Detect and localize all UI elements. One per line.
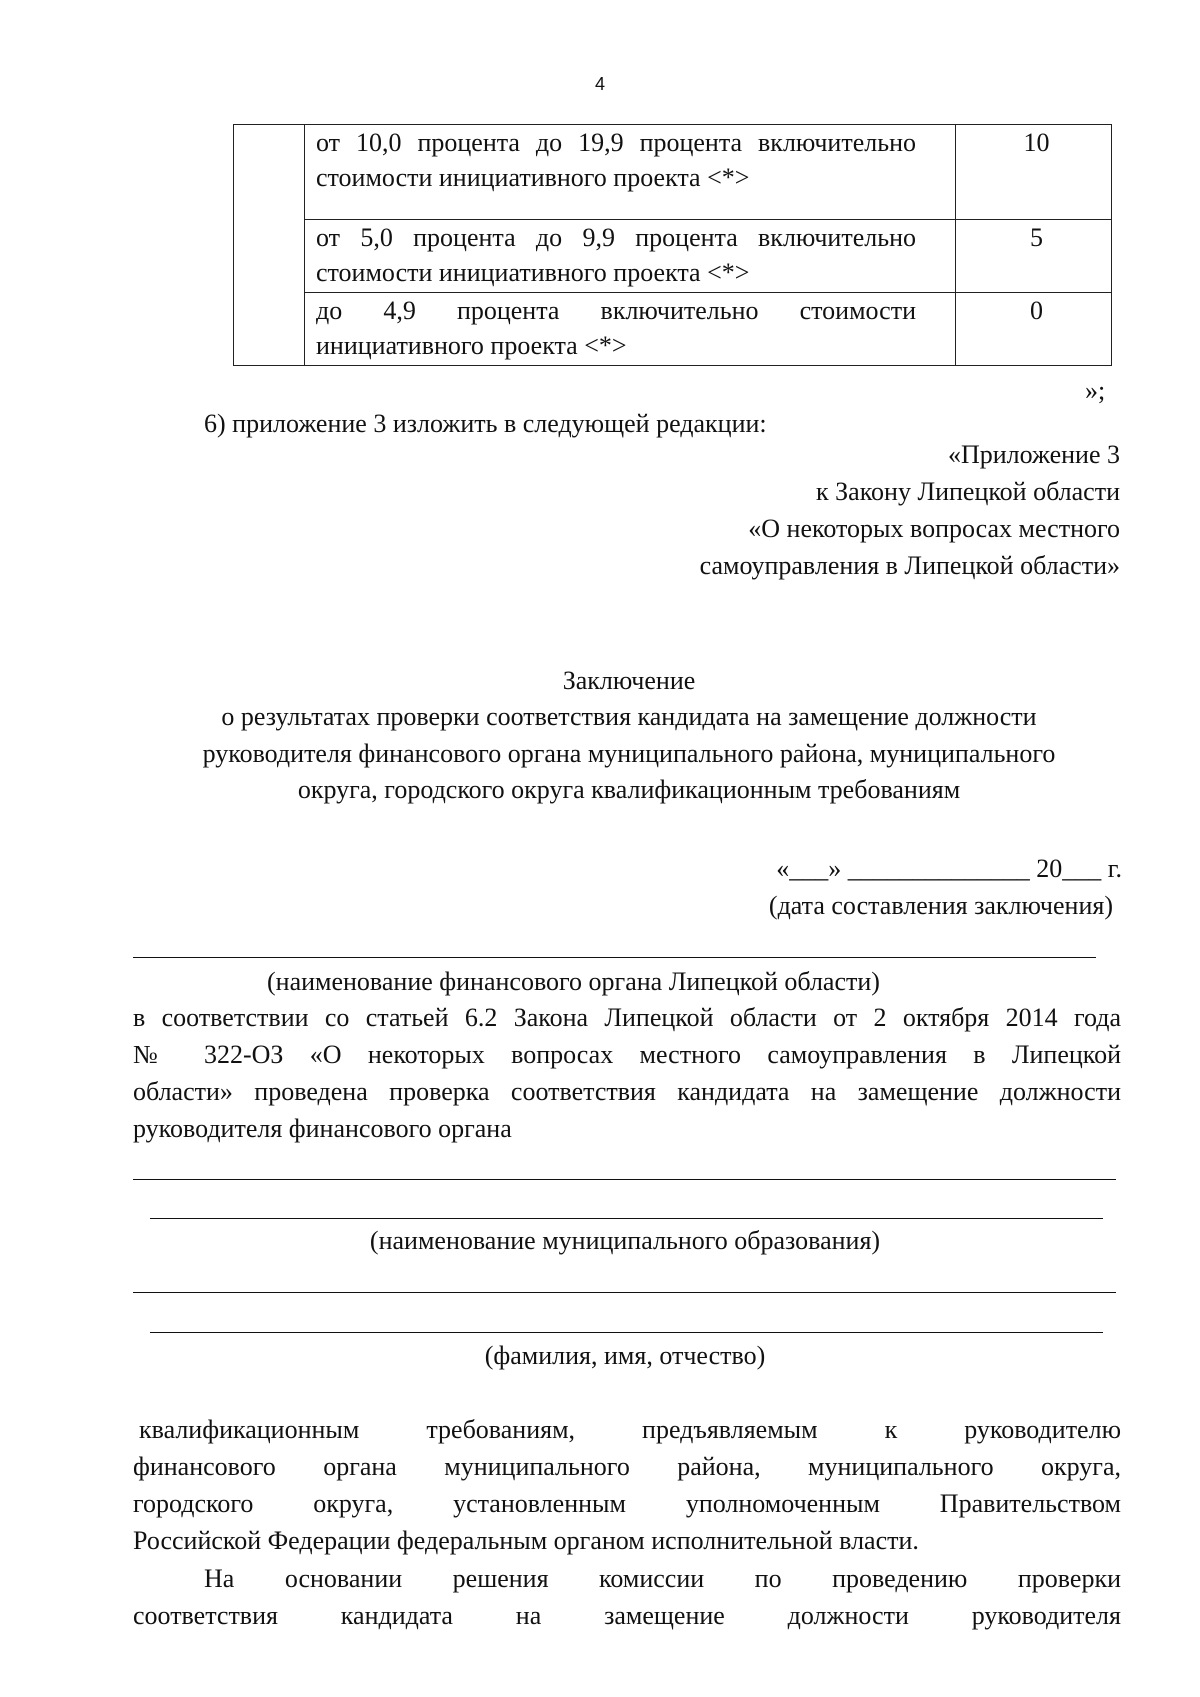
appendix-header-line4: самоуправления в Липецкой области» [699, 551, 1120, 580]
paragraph-1-line: руководителя финансового органа [133, 1114, 512, 1143]
paragraph-3-line: соответствия кандидата на замещение должности руководителя [133, 1601, 1121, 1630]
table-cell-score: 0 [956, 293, 1112, 366]
criteria-table [233, 124, 1112, 366]
document-title: Заключение [562, 666, 696, 695]
table-cell-score: 10 [956, 125, 1112, 220]
fio-blank-line-1 [133, 1292, 1116, 1293]
paragraph-3-line: На основании решения комиссии по проведению проверки [204, 1564, 1121, 1593]
item-6-text: 6) приложение 3 изложить в следующей редакции: [204, 409, 767, 438]
paragraph-3 [133, 1560, 1121, 1634]
appendix-header-line2: к Закону Липецкой области [816, 477, 1120, 506]
table-cell-description: до 4,9 процента включительно стоимости инициативного проекта <*> [305, 293, 956, 366]
document-title-line3: руководителя финансового органа муниципального района, муниципального [202, 739, 1056, 768]
appendix-header-line1: «Приложение 3 [947, 440, 1120, 469]
municipality-caption: (наименование муниципального образования) [369, 1226, 881, 1255]
document-title-line4: округа, городского округа квалификационным требованиям [297, 775, 961, 804]
table-row [234, 125, 1112, 220]
document-title-line2: о результатах проверки соответствия кандидата на замещение должности [221, 702, 1037, 731]
appendix-header-line3: «О некоторых вопросах местного [748, 514, 1120, 543]
paragraph-2 [133, 1411, 1121, 1559]
fio-caption: (фамилия, имя, отчество) [484, 1341, 766, 1370]
table-empty-column [234, 125, 305, 366]
finance-body-caption: (наименование финансового органа Липецкой области) [267, 967, 880, 996]
paragraph-1-line: № 322-ОЗ «О некоторых вопросах местного самоуправления в Липецкой [133, 1040, 1121, 1069]
paragraph-1-line: в соответствии со статьей 6.2 Закона Липецкой области от 2 октября 2014 года [133, 1003, 1121, 1032]
fio-blank-line-2 [150, 1332, 1103, 1333]
paragraph-1 [133, 999, 1121, 1147]
table-row [234, 220, 1112, 293]
municipality-blank-line-1 [133, 1179, 1116, 1180]
table-cell-description: от 5,0 процента до 9,9 процента включительно стоимости инициативного проекта <*> [305, 220, 956, 293]
paragraph-2-line: Российской Федерации федеральным органом исполнительной власти. [133, 1526, 919, 1555]
paragraph-2-line: финансового органа муниципального района, муниципального округа, [133, 1452, 1121, 1481]
paragraph-2-line: квалификационным требованиям, предъявляемым к руководителю [139, 1415, 1121, 1444]
table-cell-score: 5 [956, 220, 1112, 293]
municipality-blank-line-2 [150, 1218, 1103, 1219]
paragraph-1-line: области» проведена проверка соответствия кандидата на замещение должности [133, 1077, 1121, 1106]
table-cell-description: от 10,0 процента до 19,9 процента включительно стоимости инициативного проекта <*> [305, 125, 956, 220]
finance-body-blank-line [133, 957, 1096, 958]
table-row [234, 293, 1112, 366]
closing-quote: »; [1085, 376, 1106, 405]
date-caption: (дата составления заключения) [768, 891, 1113, 920]
page-number: 4 [594, 74, 605, 94]
paragraph-2-line: городского округа, установленным уполномоченным Правительством [133, 1489, 1121, 1518]
date-line: «___» ______________ 20___ г. [776, 854, 1122, 883]
